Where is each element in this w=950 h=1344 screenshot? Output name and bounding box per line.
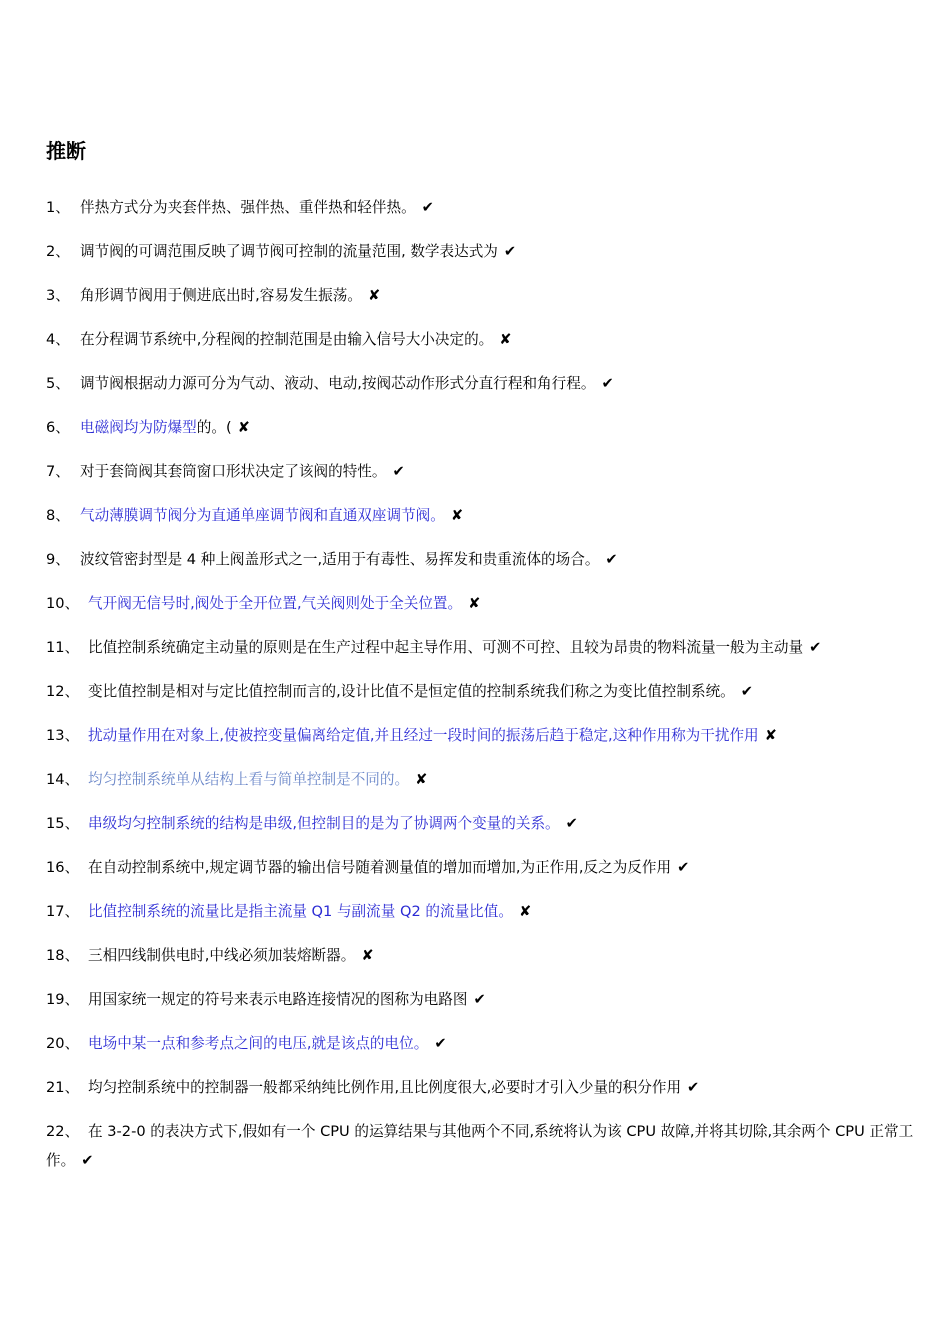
item-text: 串级均匀控制系统的结构是串级,但控制目的是为了协调两个变量的关系。 — [88, 815, 560, 832]
list-item — [46, 369, 926, 398]
item-text-suffix: 的。( — [196, 419, 232, 436]
item-text: 变比值控制是相对与定比值控制而言的,设计比值不是恒定值的控制系统我们称之为变比值控制系统。 — [88, 683, 735, 700]
question-list — [46, 193, 926, 1190]
list-item — [46, 193, 926, 222]
check-mark-icon: ✔ — [601, 375, 614, 392]
item-text: 波 — [80, 551, 95, 568]
item-text: 扰动量作用在对象上,使被控变量偏离给定值,并且经过一段时间的振荡后趋于稳定,这种作用称为干扰作用 — [88, 727, 759, 744]
item-text: 在分程调节系统中,分程阀的控制范围是由输入信号大小决定的。 — [80, 331, 494, 348]
item-text: 电磁阀均为防爆型 — [80, 419, 197, 436]
item-number: 6、 — [46, 419, 70, 436]
item-number: 22、 — [46, 1123, 80, 1140]
list-item — [46, 413, 926, 442]
item-number: 10、 — [46, 595, 80, 612]
item-text: 在 3-2-0 的表决方式下,假如有一个 CPU 的运算结果与其他两个不同,系统将认为该 CPU 故障,并将其切除,其余两个 CPU 正常工作。 — [46, 1123, 914, 1169]
list-item — [46, 325, 926, 354]
item-number: 11、 — [46, 639, 80, 656]
item-number: 15、 — [46, 815, 80, 832]
item-text: 均匀控制系统中的控制器一般都采纳纯比例作用,且比例度很大,必要时才引入少量的积分作用 — [88, 1079, 682, 1096]
list-item — [46, 281, 926, 310]
item-number: 18、 — [46, 947, 80, 964]
item-number: 3、 — [46, 287, 70, 304]
item-number: 20、 — [46, 1035, 80, 1052]
cross-mark-icon: ✘ — [415, 771, 428, 788]
item-text: 气开阀无信号时,阀处于全开位置,气关阀则处于全关位置。 — [88, 595, 463, 612]
item-number: 13、 — [46, 727, 80, 744]
item-text: 在自动控制系统中,规定调节器的输出信号随着测量值的增加而增加,为正作用,反之为反作用 — [88, 859, 672, 876]
item-number: 12、 — [46, 683, 80, 700]
item-text: 比值控制系统确定主动量的原则是在生产过程中起主导作用、可测不可控、且较为昂贵的物料流量一般为主动量 — [88, 639, 804, 656]
item-text: 用国家统一规定的符号来表示电路连接情况的图称为电路图 — [88, 991, 468, 1008]
item-text: 调节阀的可调范围反映了调节阀可控制的流量范围, 数学表达式为 — [80, 243, 498, 260]
item-text-suffix: 纹管密封型是 4 种上阀盖形式之一,适用于有毒性、易挥发和贵重流体的场合。 — [94, 551, 600, 568]
list-item — [46, 941, 926, 970]
item-number: 8、 — [46, 507, 70, 524]
item-text: 三相四线制供电时,中线必须加装熔断器。 — [88, 947, 356, 964]
list-item — [46, 545, 926, 574]
item-number: 14、 — [46, 771, 80, 788]
check-mark-icon: ✔ — [503, 243, 517, 260]
cross-mark-icon: ✘ — [237, 419, 250, 436]
list-item — [46, 985, 926, 1014]
check-mark-icon: ✔ — [421, 199, 434, 216]
check-mark-icon: ✔ — [809, 639, 822, 656]
list-item — [46, 897, 926, 926]
check-mark-icon: ✔ — [687, 1079, 700, 1096]
list-item — [46, 853, 926, 882]
item-number: 19、 — [46, 991, 80, 1008]
check-mark-icon: ✔ — [565, 815, 578, 832]
item-number: 21、 — [46, 1079, 80, 1096]
item-number: 17、 — [46, 903, 80, 920]
list-item — [46, 633, 926, 662]
check-mark-icon: ✔ — [605, 551, 618, 568]
item-text: 调节阀根据动力源可分为气动、液动、电动,按阀芯动作形式分直行程和角行程。 — [80, 375, 596, 392]
cross-mark-icon: ✘ — [518, 903, 532, 920]
item-text: 比值控制系统的流量比是指主流量 Q1 与副流量 Q2 的流量比值。 — [88, 903, 513, 920]
check-mark-icon: ✔ — [81, 1152, 94, 1169]
item-text: 对于套筒阀其套筒窗口形状决定了该阀的特性。 — [80, 463, 387, 480]
cross-mark-icon: ✘ — [367, 287, 381, 304]
check-mark-icon: ✔ — [740, 683, 754, 700]
cross-mark-icon: ✘ — [468, 595, 481, 612]
check-mark-icon: ✔ — [392, 463, 405, 480]
cross-mark-icon: ✘ — [450, 507, 464, 524]
cross-mark-icon: ✘ — [499, 331, 512, 348]
check-mark-icon: ✔ — [677, 859, 690, 876]
list-item — [46, 237, 926, 266]
page-title: 推断 — [46, 139, 86, 163]
item-number: 5、 — [46, 375, 70, 392]
item-number: 4、 — [46, 331, 70, 348]
list-item — [46, 809, 926, 838]
item-text: 伴热方式分为夹套伴热、强伴热、重伴热和轻伴热。 — [80, 199, 416, 216]
item-text: 电场中某一点和参考点之间的电压,就是该点的电位。 — [88, 1035, 429, 1052]
list-item — [46, 589, 926, 618]
cross-mark-icon: ✘ — [361, 947, 374, 964]
item-number: 2、 — [46, 243, 70, 260]
item-text: 均匀控制系统单从结构上看与简单控制是不同的。 — [88, 771, 410, 788]
list-item — [46, 457, 926, 486]
list-item — [46, 1029, 926, 1058]
list-item — [46, 765, 926, 794]
list-item — [46, 1117, 926, 1175]
list-item — [46, 677, 926, 706]
list-item — [46, 1073, 926, 1102]
list-item — [46, 501, 926, 530]
item-number: 9、 — [46, 551, 70, 568]
item-text: 角形调节阀用于侧进底出时,容易发生振荡。 — [80, 287, 362, 304]
check-mark-icon: ✔ — [473, 991, 486, 1008]
item-number: 16、 — [46, 859, 80, 876]
list-item — [46, 721, 926, 750]
item-number: 1、 — [46, 199, 70, 216]
item-number: 7、 — [46, 463, 70, 480]
check-mark-icon: ✔ — [434, 1035, 447, 1052]
cross-mark-icon: ✘ — [764, 727, 777, 744]
item-text: 气动薄膜调节阀分为直通单座调节阀和直通双座调节阀。 — [80, 507, 445, 524]
